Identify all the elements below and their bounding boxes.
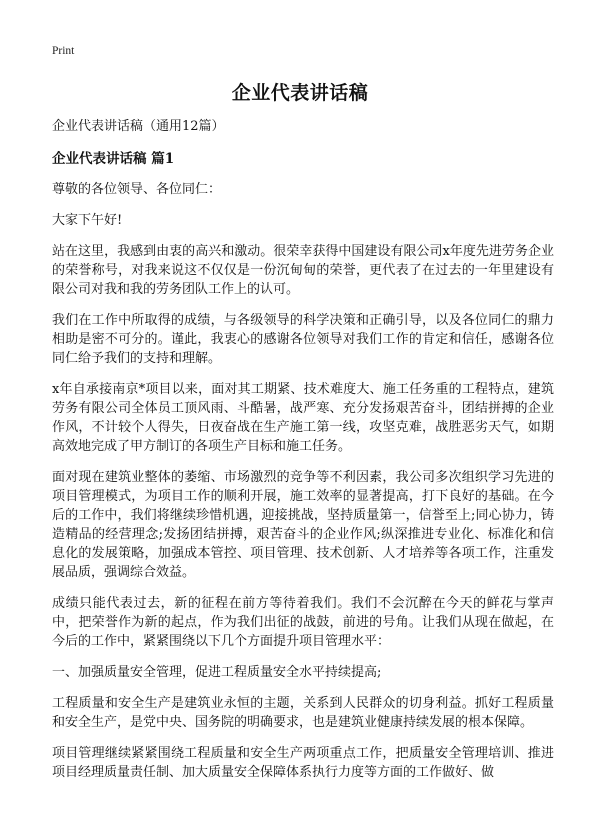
paragraph: x年自承接南京*项目以来，面对其工期紧、技术难度大、施工任务重的工程特点，建筑劳务有限公司全体员工顶风雨、斗酷暑，战严寒、充分发扬艰苦奋斗，团结拼搏的企业作风，不计较个人得失，日夜奋战在生产施工第一线，攻坚克难，战胜恶劣天气，如期高效地完成了甲方制订的各项生产目标和施工任务。 bbox=[52, 382, 554, 454]
paragraph-list-item: 一、加强质量安全管理，促进工程质量安全水平持续提高; bbox=[52, 665, 382, 680]
document-title: 企业代表讲话稿 bbox=[231, 82, 369, 104]
document-body bbox=[52, 118, 554, 794]
paragraph-greeting: 大家下午好! bbox=[52, 213, 123, 228]
document-subtitle: 企业代表讲话稿（通用12篇） bbox=[52, 119, 225, 134]
paragraph-salutation: 尊敬的各位领导、各位同仁： bbox=[52, 182, 222, 197]
paragraph: 面对现在建筑业整体的萎缩、市场激烈的竞争等不利因素，我公司多次组织学习先进的项目管理模式，为项目工作的顺利开展，施工效率的显著提高，打下良好的基础。在今后的工作中，我们将继续珍惜机遇，迎接挑战，坚持质量第一，信誉至上;同心协力，铸造精品的经营理念;发扬团结拼搏，艰苦奋斗的企业作风;纵深推进专业化、标准化和信息化的发展策略，加强成本管控、项目管理、技术创新、人才培养等各项工作，注重发展品质，强调综合效益。 bbox=[52, 470, 554, 580]
paragraph: 项目管理继续紧紧围绕工程质量和安全生产两项重点工作，把质量安全管理培训、推进项目经理质量责任制、加大质量安全保障体系执行力度等方面的工作做好、做 bbox=[52, 746, 554, 780]
paragraph: 站在这里，我感到由衷的高兴和激动。很荣幸获得中国建设有限公司x年度先进劳务企业的荣誉称号，对我来说这不仅仅是一份沉甸甸的荣誉，更代表了在过去的一年里建设有限公司对我和我的劳务团队工作上的认可。 bbox=[52, 244, 554, 297]
paragraph: 我们在工作中所取得的成绩，与各级领导的科学决策和正确引导，以及各位同仁的鼎力相助是密不可分的。谨此，我衷心的感谢各位领导对我们工作的肯定和信任，感谢各位同仁给予我们的支持和理解。 bbox=[52, 313, 554, 366]
paragraph: 成绩只能代表过去，新的征程在前方等待着我们。我们不会沉醉在今天的鲜花与掌声中，把荣誉作为新的起点，作为我们出征的战鼓，前进的号角。让我们从现在做起，在今后的工作中，紧紧围绕以下几个方面提升项目管理水平： bbox=[52, 596, 554, 649]
paragraph: 工程质量和安全生产是建筑业永恒的主题，关系到人民群众的切身利益。抓好工程质量和安全生产，是党中央、国务院的明确要求，也是建筑业健康持续发展的根本保障。 bbox=[52, 696, 554, 730]
section-heading: 企业代表讲话稿 篇1 bbox=[52, 151, 175, 167]
print-link[interactable]: Print bbox=[52, 45, 75, 57]
